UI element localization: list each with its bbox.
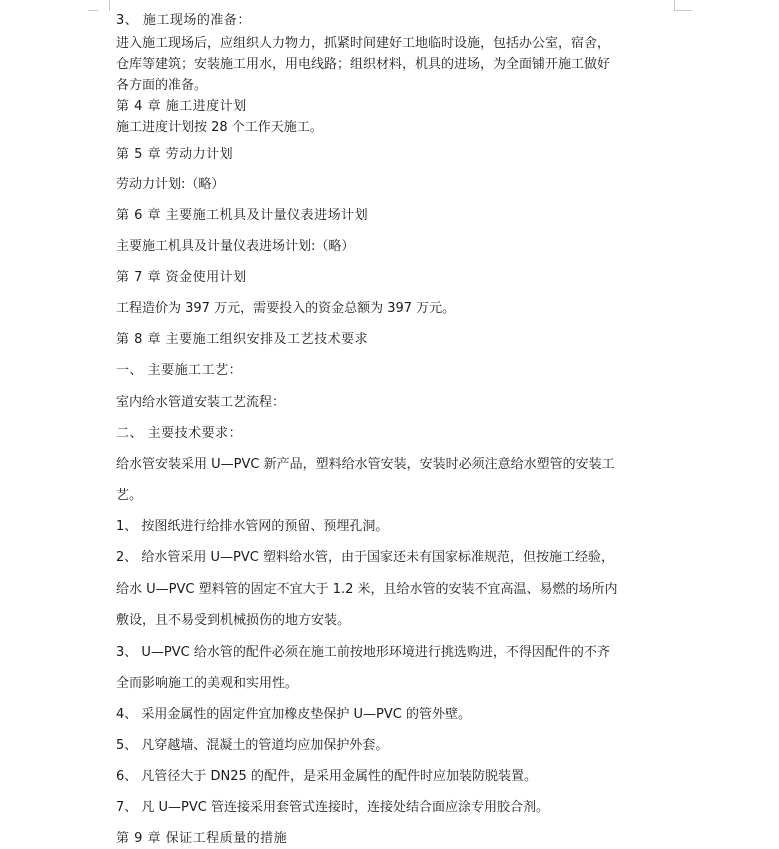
section-heading: 一、 主要施工工艺： [116,363,243,378]
paragraph-line: 艺。 [116,488,143,503]
chapter-heading: 第 4 章 施工进度计划 [116,99,247,114]
chapter-heading: 第 9 章 保证工程质量的措施 [116,831,288,846]
list-item: 7、 凡 U—PVC 管连接采用套管式连接时，连接处结合面应涂专用胶合剂。 [116,800,549,815]
section-heading: 3、 施工现场的准备： [116,13,251,28]
paragraph-line: 劳动力计划:（略） [116,177,225,192]
paragraph-line: 室内给水管道安装工艺流程： [116,395,286,410]
list-item-continued-wrap [116,675,679,693]
chapter-heading: 第 8 章 主要施工组织安排及工艺技术要求 [116,332,369,347]
list-item-continued: 全而影响施工的美观和实用性。 [116,676,299,691]
paragraph-line: 各方面的准备。 [116,78,208,93]
page-corner-mark-right-h [674,10,692,11]
list-item: 4、 采用金属性的固定件宜加橡皮垫保护 U—PVC 的管外壁。 [116,707,471,722]
list-item-continued: 给水 U—PVC 塑料管的固定不宜大于 1.2 米，且给水管的安装不宜高温、易燃的场所内 [116,582,618,597]
list-item: 2、 给水管采用 U—PVC 塑料给水管，由于国家还未有国家标准规范，但按施工经验， [116,550,614,565]
chapter-heading: 第 7 章 资金使用计划 [116,270,247,285]
paragraph-line: 进入施工现场后，应组织人力物力，抓紧时间建好工地临时设施，包括办公室，宿舍， [116,36,611,51]
paragraph-line: 仓库等建筑；安装施工用水，用电线路；组织材料，机具的进场，为全面铺开施工做好 [116,57,611,72]
list-item: 5、 凡穿越墙、混凝土的管道均应加保护外套。 [116,738,389,753]
list-item: 6、 凡管径大于 DN25 的配件，是采用金属性的配件时应加装防脱装置。 [116,769,537,784]
paragraph-line: 主要施工机具及计量仪表进场计划:（略） [116,239,355,254]
list-item-continued: 敷设，且不易受到机械损伤的地方安装。 [116,613,351,628]
paragraph-line: 施工进度计划按 28 个工作天施工。 [116,120,323,135]
page-corner-mark-left [97,0,110,11]
list-item-wrap [116,518,679,536]
list-item: 3、 U—PVC 给水管的配件必须在施工前按地形环境进行挑选购进，不得因配件的不齐 [116,645,610,660]
paragraph-line: 给水管安装采用 U—PVC 新产品，塑料给水管安装，安装时必须注意给水塑管的安装工 [116,457,615,472]
chapter-heading: 第 6 章 主要施工机具及计量仪表进场计划 [116,208,369,223]
paragraph-line: 工程造价为 397 万元，需要投入的资金总额为 397 万元。 [116,301,456,316]
chapter-heading: 第 5 章 劳动力计划 [116,147,234,162]
page-corner-mark-left-h [88,10,98,11]
section-heading: 二、 主要技术要求： [116,426,243,441]
paragraph-line-wrap [116,487,679,505]
list-item: 1、 按图纸进行给排水管网的预留、预埋孔洞。 [116,519,389,534]
